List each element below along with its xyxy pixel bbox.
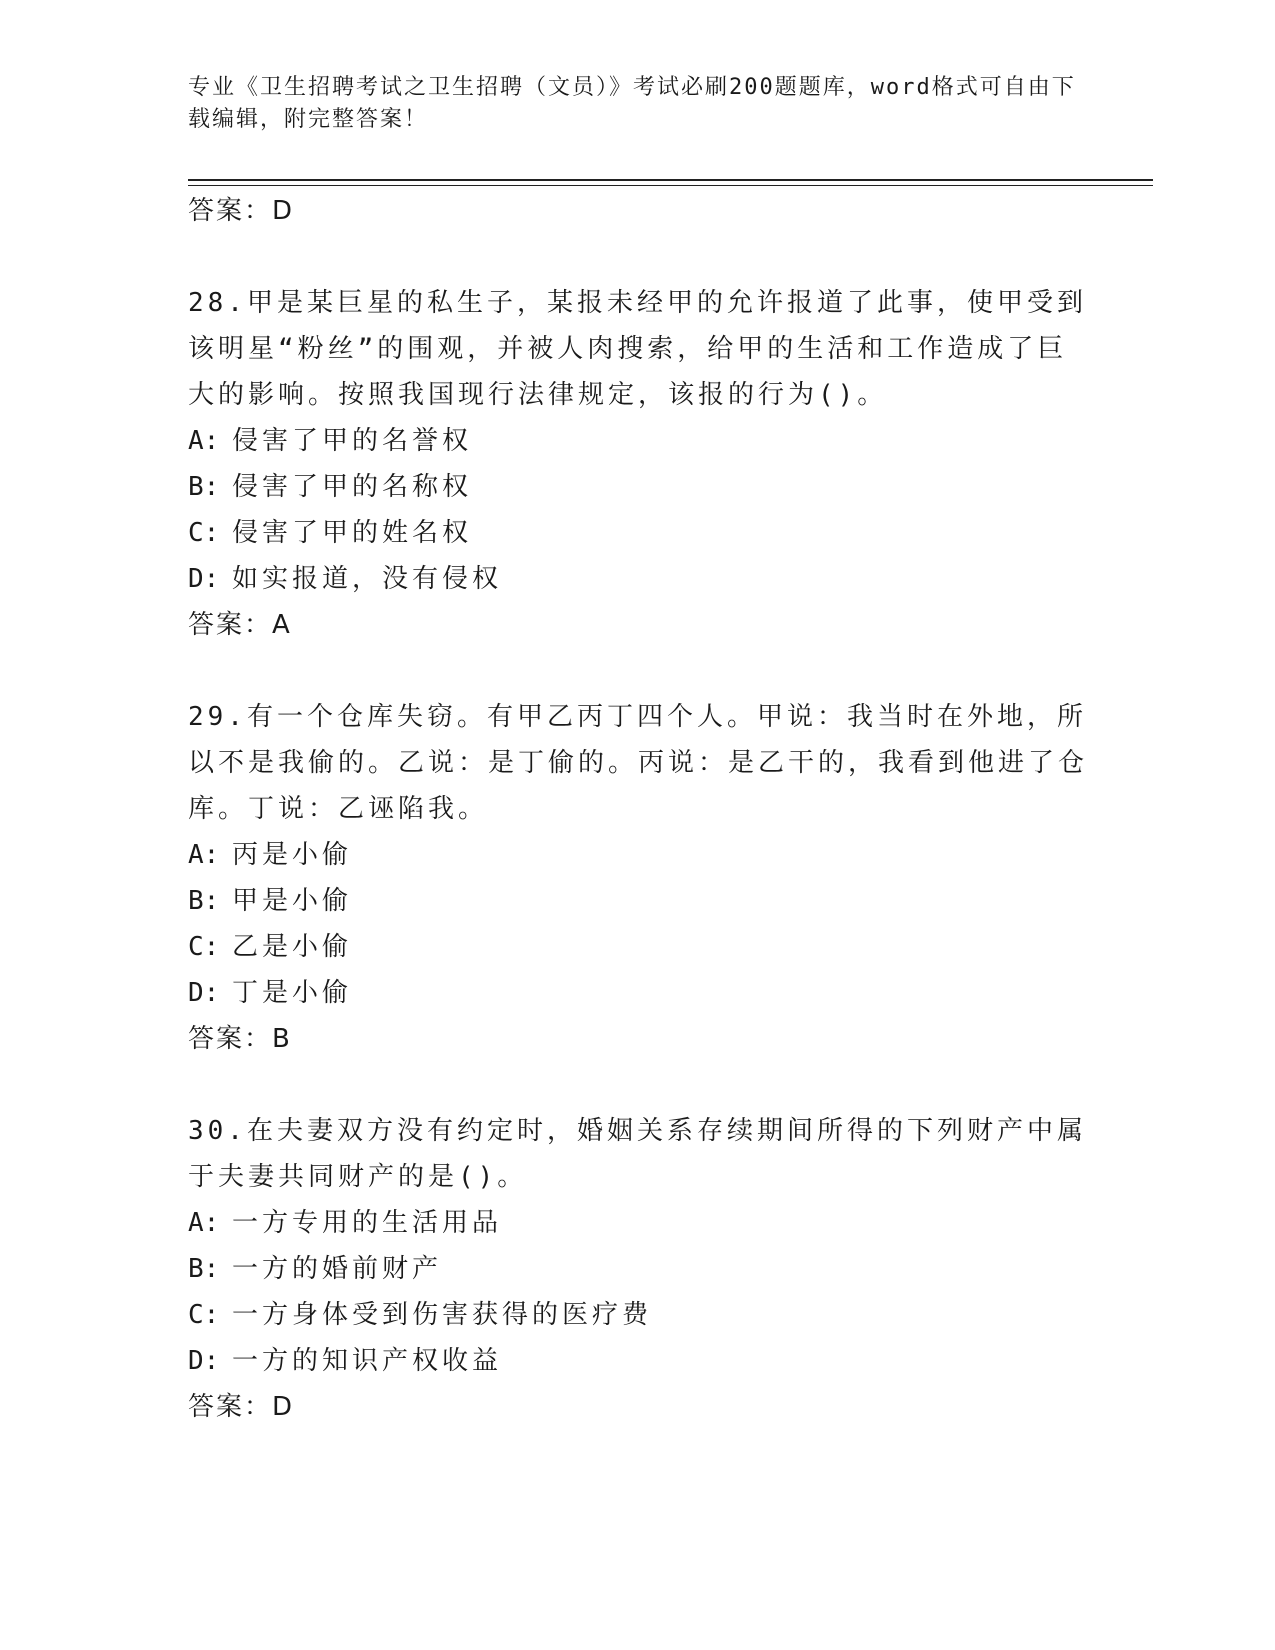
document-body [188, 188, 1088, 1430]
option-text: 一方专用的生活用品 [232, 1208, 503, 1238]
option-letter: B: [188, 886, 220, 916]
option-b [188, 464, 1088, 510]
question-text: 28.甲是某巨星的私生子，某报未经甲的允许报道了此事，使甲受到该明星“粉丝”的围观，并被人肉搜索，给甲的生活和工作造成了巨大的影响。按照我国现行法律规定，该报的行为()。 [188, 288, 1087, 410]
option-b [188, 1246, 1088, 1292]
question-28 [188, 280, 1088, 648]
answer: 答案：D [188, 1392, 295, 1422]
option-text: 乙是小偷 [232, 932, 353, 962]
option-text: 侵害了甲的姓名权 [232, 518, 473, 548]
option-text: 一方的婚前财产 [232, 1254, 443, 1284]
option-b [188, 878, 1088, 924]
option-text: 丙是小偷 [232, 840, 353, 870]
option-a [188, 1200, 1088, 1246]
option-c [188, 924, 1088, 970]
option-letter: A: [188, 426, 220, 456]
option-letter: A: [188, 840, 220, 870]
option-d [188, 970, 1088, 1016]
option-c [188, 1292, 1088, 1338]
option-a [188, 418, 1088, 464]
option-text: 如实报道，没有侵权 [232, 564, 503, 594]
header-rule-thin [188, 185, 1153, 186]
option-d [188, 1338, 1088, 1384]
option-text: 一方的知识产权收益 [232, 1346, 503, 1376]
option-letter: B: [188, 1254, 220, 1284]
option-letter: C: [188, 518, 220, 548]
option-letter: C: [188, 932, 220, 962]
header-rule-thick [188, 179, 1153, 181]
option-letter: D: [188, 978, 220, 1008]
option-a [188, 832, 1088, 878]
answer: 答案：B [188, 1024, 292, 1054]
option-text: 一方身体受到伤害获得的医疗费 [232, 1300, 653, 1330]
question-29 [188, 694, 1088, 1062]
option-text: 侵害了甲的名称权 [232, 472, 473, 502]
option-letter: D: [188, 564, 220, 594]
previous-answer: 答案：D [188, 196, 295, 226]
document-header: 专业《卫生招聘考试之卫生招聘（文员）》考试必刷200题题库，word格式可自由下载编辑，附完整答案！ [188, 75, 1076, 132]
option-letter: D: [188, 1346, 220, 1376]
option-letter: B: [188, 472, 220, 502]
option-c [188, 510, 1088, 556]
option-text: 侵害了甲的名誉权 [232, 426, 473, 456]
question-30 [188, 1108, 1088, 1430]
option-d [188, 556, 1088, 602]
option-text: 甲是小偷 [232, 886, 353, 916]
question-text: 30.在夫妻双方没有约定时，婚姻关系存续期间所得的下列财产中属于夫妻共同财产的是()。 [188, 1116, 1087, 1192]
answer: 答案：A [188, 610, 292, 640]
option-letter: A: [188, 1208, 220, 1238]
option-letter: C: [188, 1300, 220, 1330]
option-text: 丁是小偷 [232, 978, 353, 1008]
question-text: 29.有一个仓库失窃。有甲乙丙丁四个人。甲说：我当时在外地，所以不是我偷的。乙说：是丁偷的。丙说：是乙干的，我看到他进了仓库。丁说：乙诬陷我。 [188, 702, 1089, 824]
